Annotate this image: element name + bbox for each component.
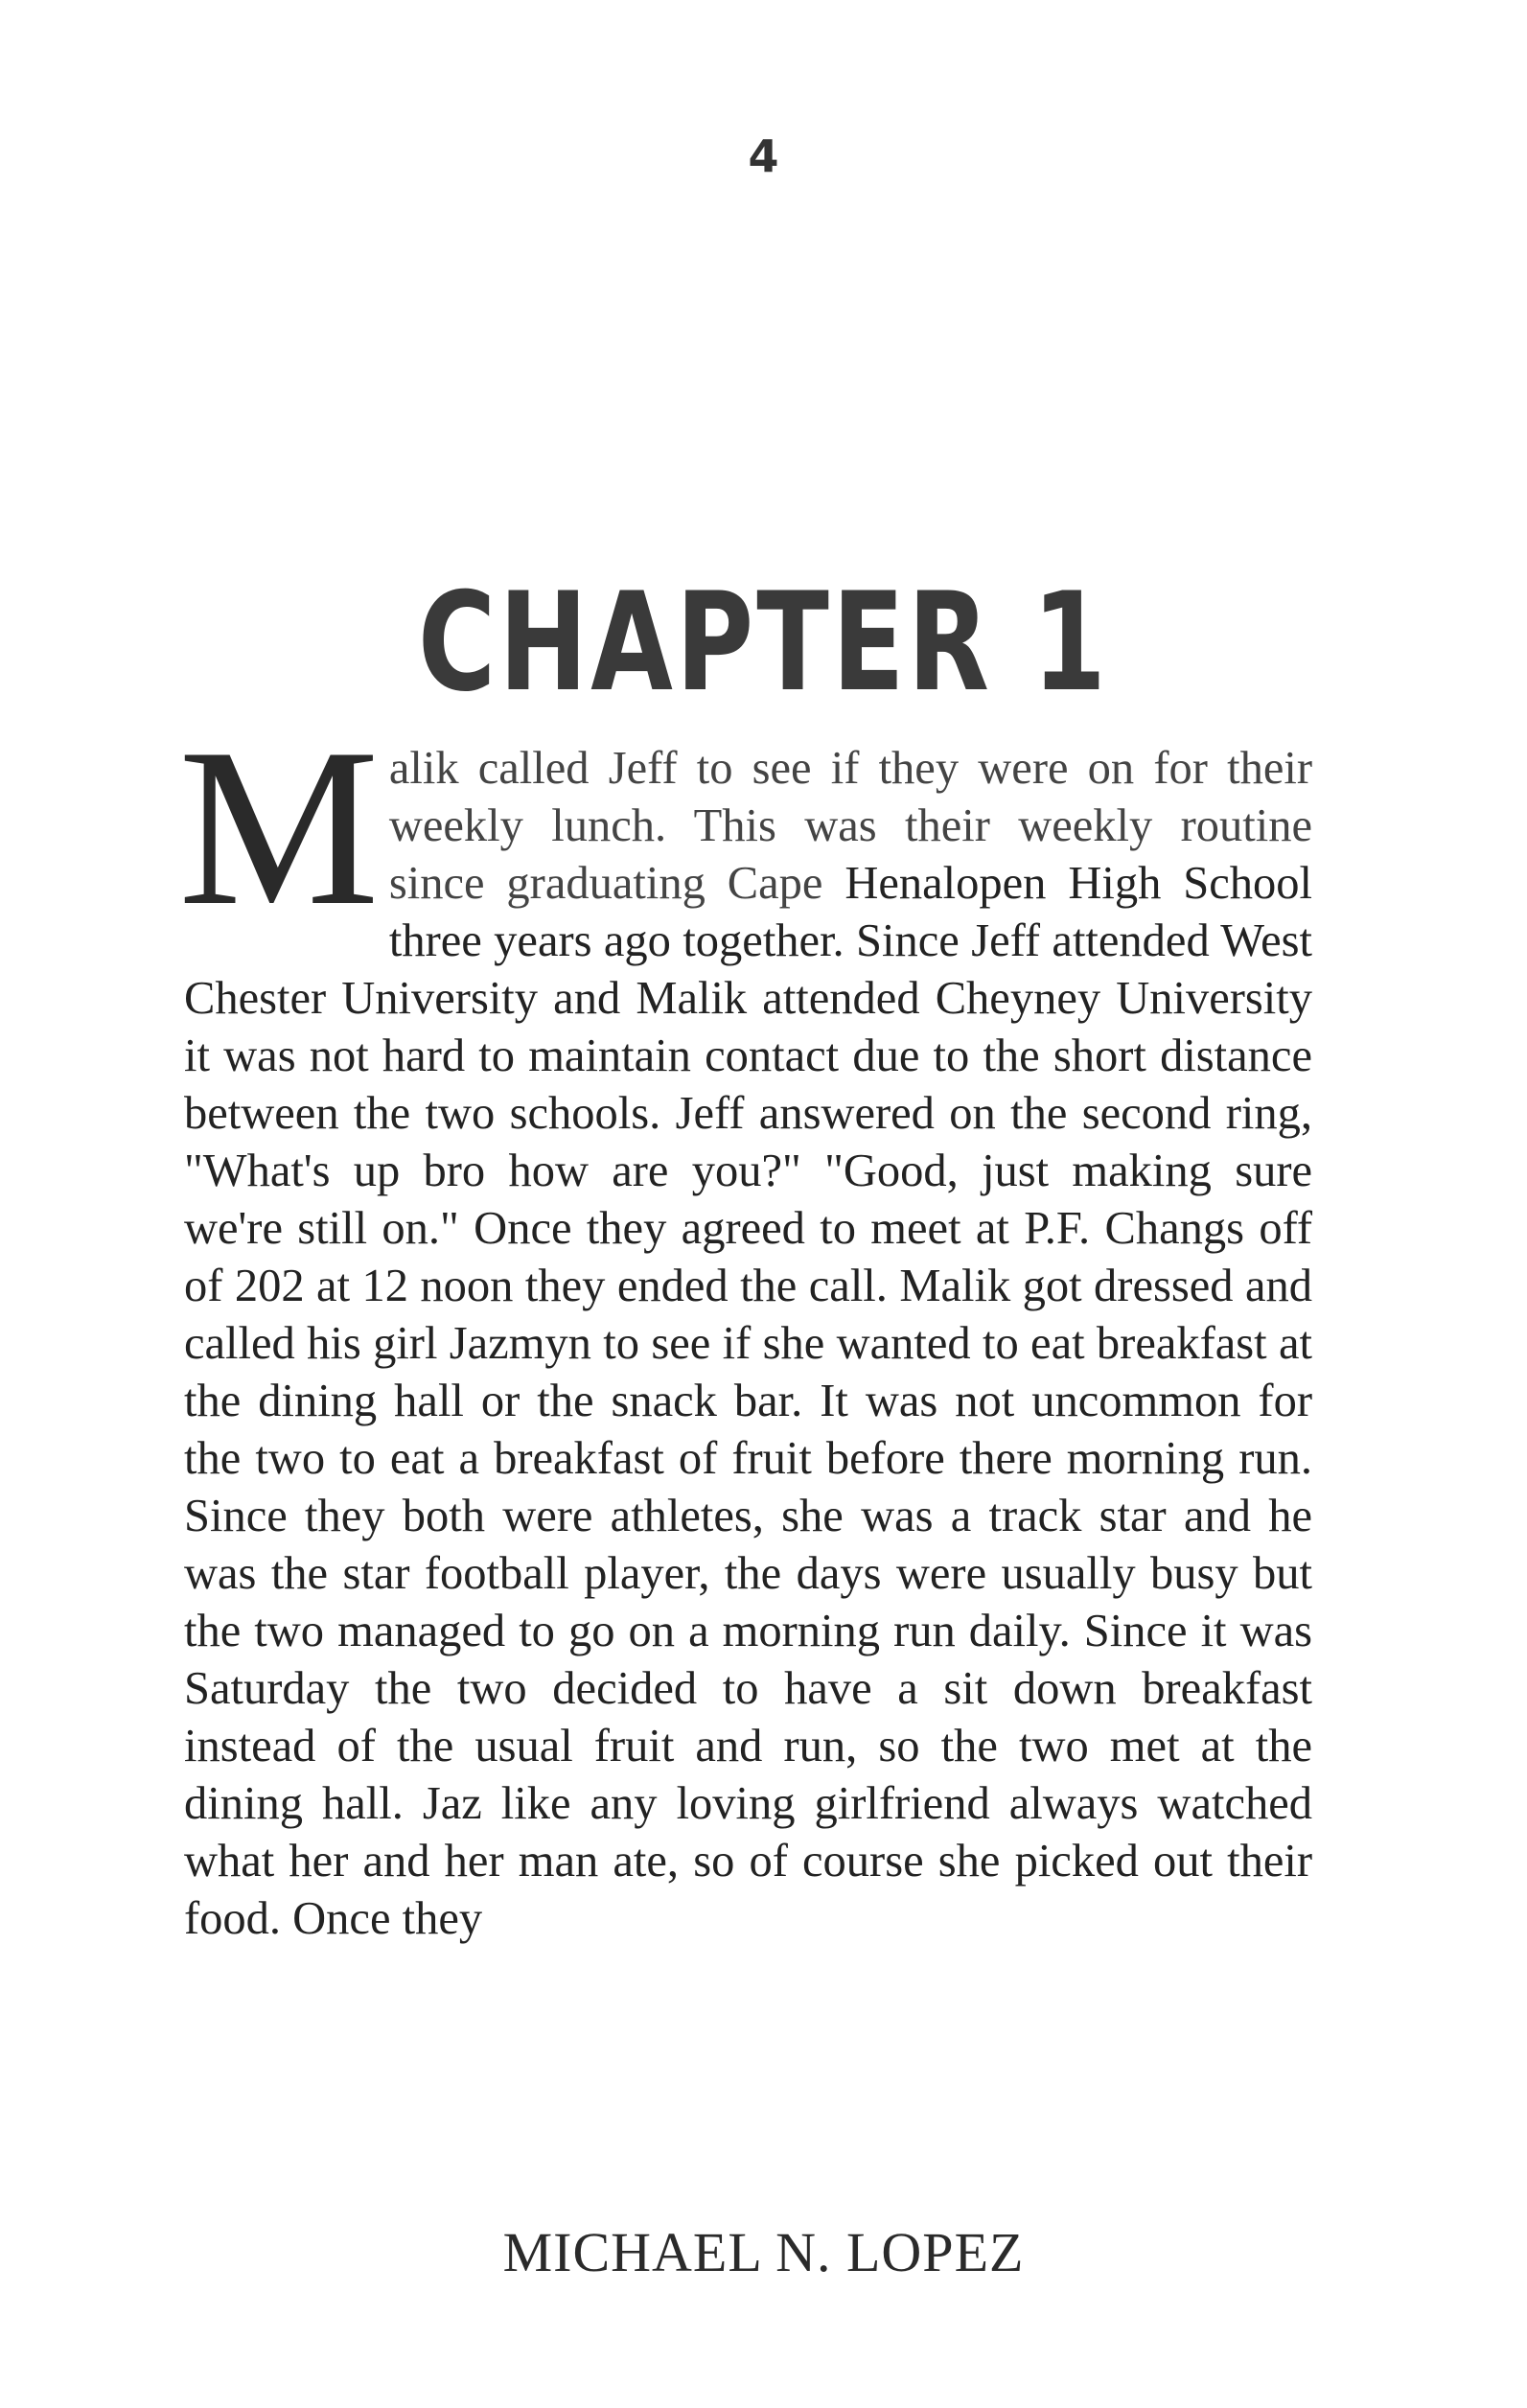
- author-name: MICHAEL N. LOPEZ: [502, 2221, 1025, 2283]
- drop-cap: M: [178, 703, 380, 953]
- chapter-title: CHAPTER 1: [417, 564, 1110, 722]
- page-number: 4: [748, 130, 779, 182]
- opening-text: alik called Jeff to see if they were on for their weekly lunch. This was their weekly routine since graduating Cape: [388, 743, 1312, 909]
- body-paragraph: Henalopen High School three years ago together. Since Jeff attended West Chester University and Malik attended Cheyney University it was not hard to maintain contact due to the short distance between the two schools. Jeff answered on the second ring, "What's up bro how are you?" "Good, just making sure we're still on." Once they agreed to meet at P.F. Changs off of 202 at 12 noon they ended the call. Malik got dressed and called his girl Jazmyn to see if she wanted to eat breakfast at the dining hall or the snack bar. It was not uncommon for the two to eat a breakfast of fruit before there morning run. Since they both were athletes, she was a track star and he was the star football player, the days were usually busy but the two managed to go on a morning run daily. Since it was Saturday the two decided to have a sit down breakfast instead of the usual fruit and run, so the two met at the dining hall. Jaz like any loving girlfriend always watched what her and her man ate, so of course she picked out their food. Once they: [184, 858, 1312, 1944]
- chapter-body-text: [178, 703, 1312, 1948]
